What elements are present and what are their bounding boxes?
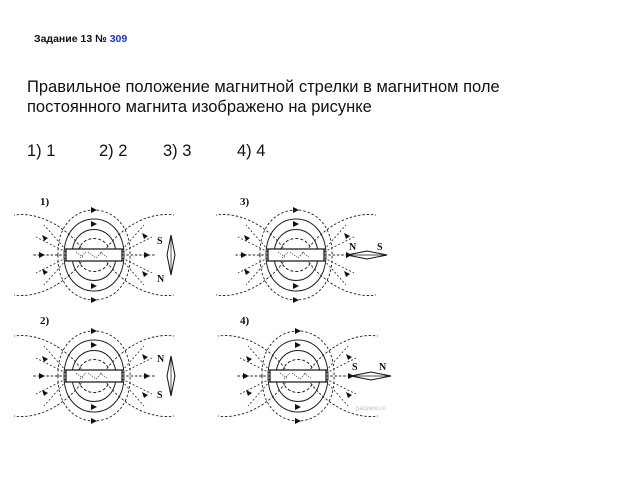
- compass-needle-1: [167, 235, 175, 275]
- figure-2-label: 2): [40, 315, 50, 327]
- option-2: 2) 2: [99, 142, 128, 160]
- needle-2-bottom-pole: S: [157, 390, 163, 401]
- needle-3-left-pole: N: [349, 242, 357, 253]
- watermark: pacyeno.ru: [356, 406, 386, 412]
- needle-1-bottom-pole: N: [157, 274, 165, 285]
- compass-needle-2: [167, 356, 175, 396]
- needle-1-top-pole: S: [157, 236, 163, 247]
- option-3: 3) 3: [163, 142, 192, 160]
- needle-3-right-pole: S: [377, 242, 383, 253]
- task-prefix: Задание 13 №: [34, 33, 107, 45]
- figure-2: [14, 315, 175, 424]
- magnet-field-2: [14, 328, 174, 424]
- question-text: Правильное положение магнитной стрелки в магнитном поле постоянного магнита изображено на рисунке: [27, 78, 500, 116]
- needle-2-top-pole: N: [157, 354, 165, 365]
- magnet-field-1: [14, 207, 174, 303]
- needle-4-left-pole: S: [352, 362, 358, 373]
- option-1: 1) 1: [27, 142, 56, 160]
- option-4: 4) 4: [237, 142, 266, 160]
- figure-3-label: 3): [240, 196, 250, 208]
- figure-4-label: 4): [240, 315, 250, 327]
- figure-3: [216, 196, 387, 303]
- task-number-link[interactable]: 309: [109, 33, 128, 45]
- figure-4: [218, 315, 391, 424]
- needle-4-right-pole: N: [379, 362, 387, 373]
- compass-needle-4: [351, 372, 391, 380]
- figure-1-label: 1): [40, 196, 50, 208]
- figure-1: [14, 196, 175, 303]
